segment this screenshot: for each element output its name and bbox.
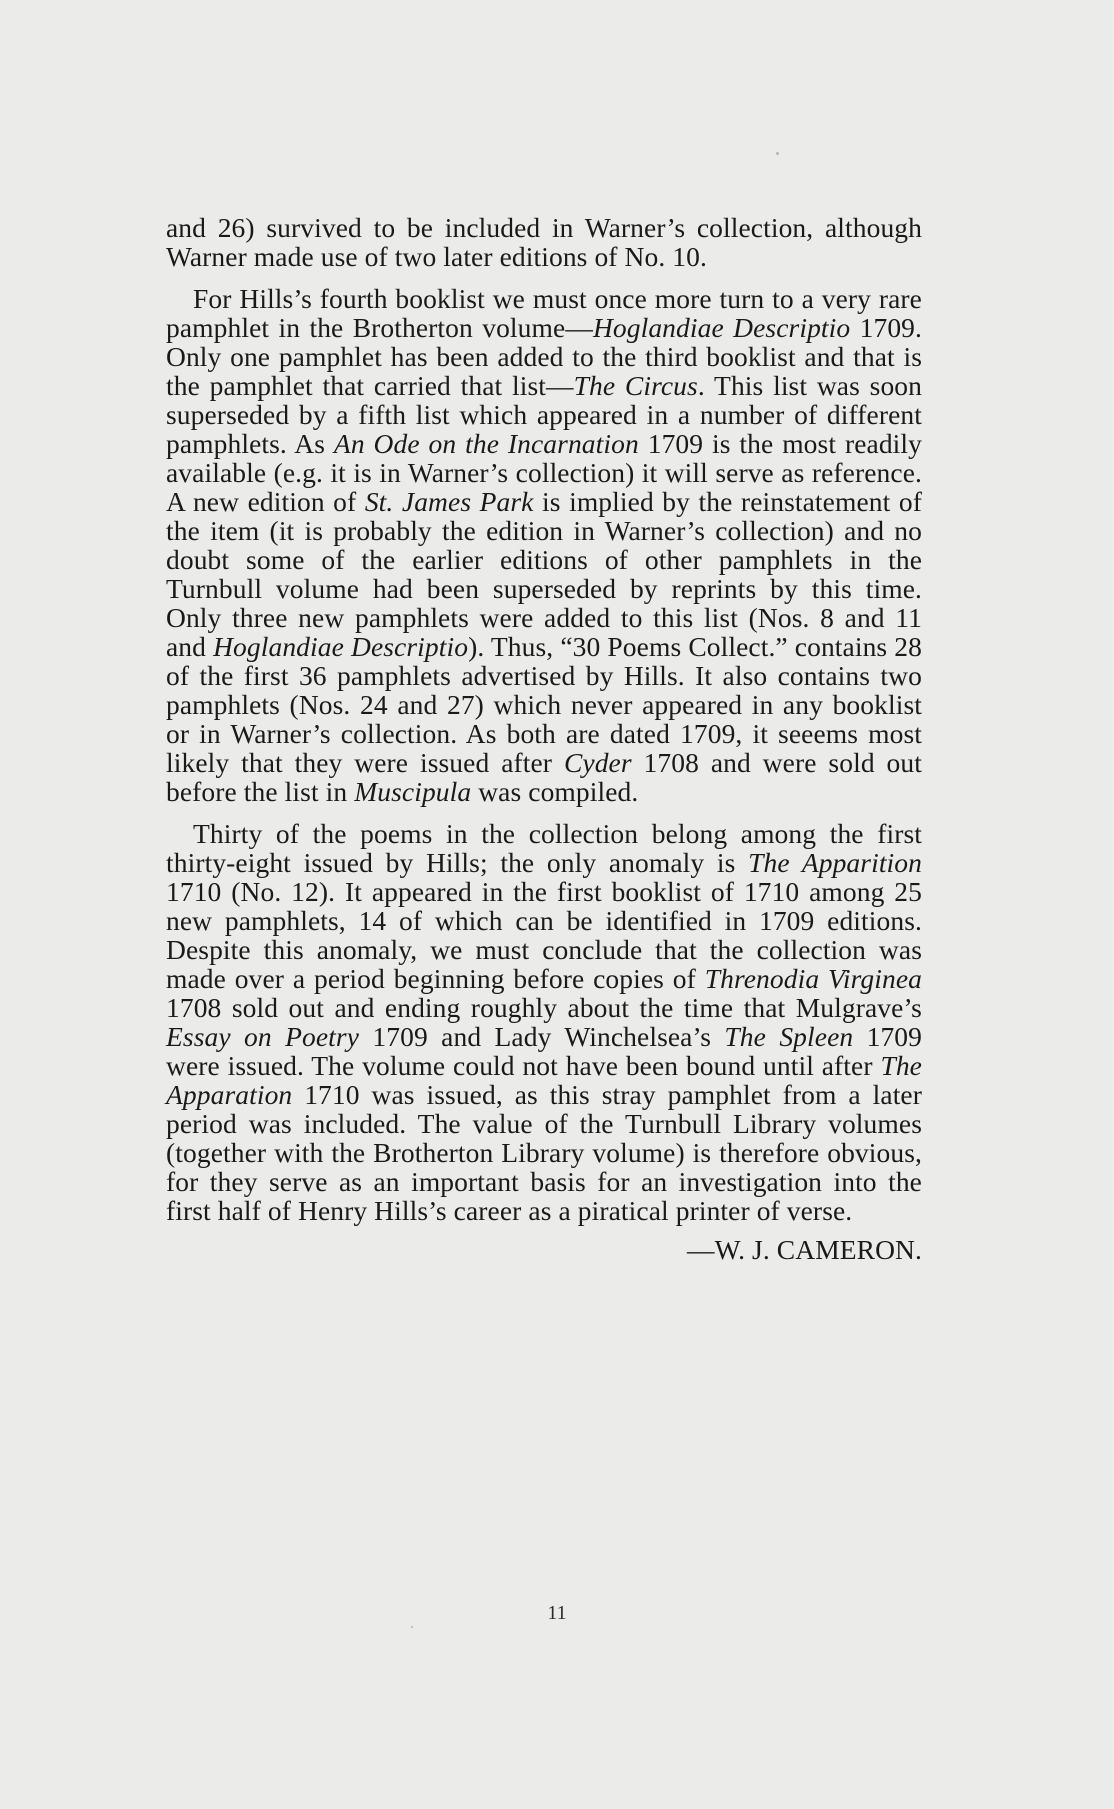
italic-title: Essay on Poetry (166, 1021, 360, 1052)
italic-title: An Ode on the Incarnation (333, 428, 639, 459)
text-run: For Hills’s fourth booklist we must once more turn to a very rare pamphlet in the Brotherton volume— (166, 283, 922, 343)
italic-title: The Circus (573, 370, 698, 401)
paragraph (166, 819, 922, 1225)
text-run: was compiled. (471, 776, 639, 807)
italic-title: Hoglandiae Descriptio (213, 631, 469, 662)
text-run: 1709. Only one pamphlet has been added to the third booklist and that is the pamphlet that carried that list— (166, 312, 922, 401)
paper-speck (776, 152, 779, 155)
text-run: . This list was soon superseded by a fifth list which appeared in a number of different pamphlets. As (166, 370, 922, 459)
italic-title: Cyder (563, 747, 632, 778)
italic-title: St. James Park (364, 486, 534, 517)
text-run: ). Thus, “30 Poems Collect.” contains 28 of the first 36 pamphlets advertised by Hills. It also contains two pamphlets (Nos. 24 and 27) which never appeared in any booklist or in Warner’s collection. As both are dated 1709, it seeems most likely that they were issued after (166, 631, 923, 778)
italic-title: Hoglandiae Descriptio (592, 312, 851, 343)
text-run: 1709 were issued. The volume could not have been bound until after (166, 1021, 923, 1081)
paper-speck (411, 1626, 413, 1628)
text-run: is implied by the reinstatement of the item (it is probably the edition in Warner’s collection) and no doubt some of the earlier editions of other pamphlets in the Turnbull volume had been superseded by reprints by this time. Only three new pamphlets were added to this list (Nos. 8 and 11 and (166, 486, 922, 662)
text-run: 1709 and Lady Winchelsea’s (359, 1021, 725, 1052)
italic-title: The Spleen (724, 1021, 854, 1052)
text-run: and 26) survived to be included in Warner’s collection, although Warner made use of two later editions of No. 10. (166, 212, 922, 272)
italic-title: Muscipula (354, 776, 472, 807)
paragraph (166, 284, 922, 806)
author-signature: —W. J. CAMERON. (686, 1234, 922, 1265)
italic-title: Threnodia Virginea (704, 963, 922, 994)
paragraph (166, 213, 922, 271)
page-number: 11 (547, 1602, 567, 1624)
text-run: 1710 was issued, as this stray pamphlet from a later period was included. The value of the Turnbull Library volumes (together with the Brotherton Library volume) is therefore obvious, for they serve as an important basis for an investigation into the first half of Henry Hills’s career as a piratical printer of verse. (166, 1079, 922, 1226)
italic-title: The Apparation (166, 1050, 922, 1110)
text-run: 1709 is the most readily available (e.g. it is in Warner’s collection) it will serve as reference. A new edition of (166, 428, 922, 517)
text-run: Thirty of the poems in the collection belong among the first thirty-eight issued by Hills; the only anomaly is (166, 818, 922, 878)
text-run: 1708 and were sold out before the list in (166, 747, 922, 807)
body-text (166, 213, 922, 1264)
text-run: 1708 sold out and ending roughly about the time that Mulgrave’s (166, 992, 922, 1023)
italic-title: The Apparition (748, 847, 922, 878)
text-run: 1710 (No. 12). It appeared in the first booklist of 1710 among 25 new pamphlets, 14 of which can be identified in 1709 editions. Despite this anomaly, we must conclude that the collection was made over a period beginning before copies of (166, 876, 922, 994)
